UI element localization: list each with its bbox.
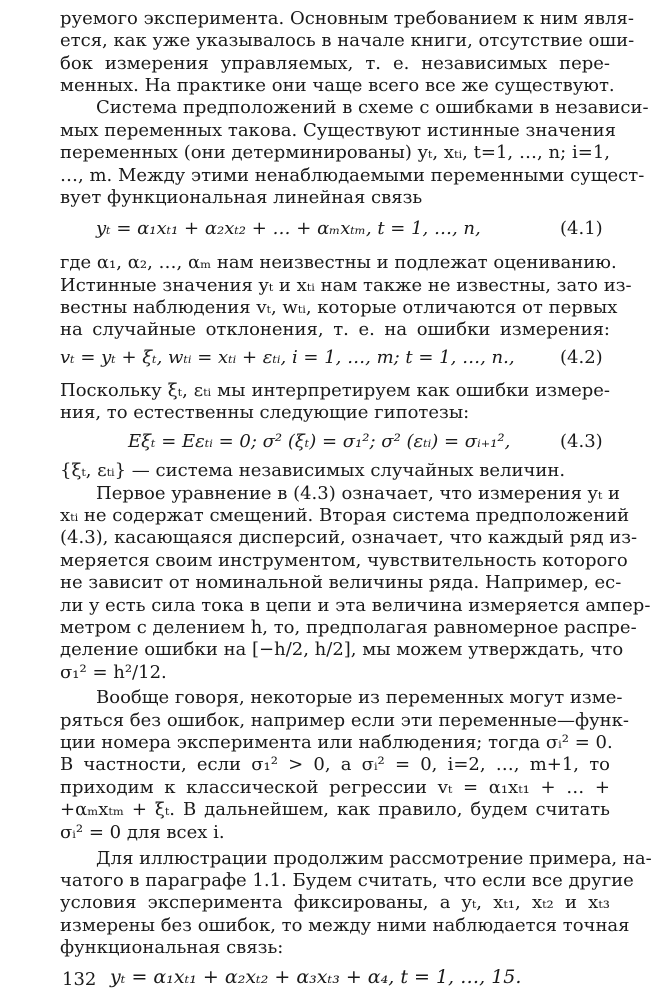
page-number: 132: [62, 969, 97, 990]
text-line: деление ошибки на [−h/2, h/2], мы можем утверждать, что: [60, 639, 624, 661]
text-line: Поскольку ξₜ, εₜᵢ мы интерпретируем как ошибки измере-: [60, 379, 610, 401]
text-line: меряется своим инструментом, чувствительность которого: [60, 549, 628, 571]
text-line: +αₘxₜₘ + ξₜ. В дальнейшем, как правило, будем считать: [60, 799, 610, 821]
text-line: не зависит от номинальной величины ряда. Например, ес-: [60, 572, 622, 594]
text-line: Вообще говоря, некоторые из переменных могут изме-: [96, 687, 623, 709]
text-line: функциональная связь:: [60, 937, 284, 959]
text-line: менных. На практике они чаще всего все же существуют.: [60, 75, 615, 97]
text-line: вестны наблюдения vₜ, wₜᵢ, которые отличаются от первых: [60, 296, 618, 318]
text-line: приходим к классической регрессии vₜ = α₁xₜ₁ + … +: [60, 776, 610, 798]
text-line: бок измерения управляемых, т. е. независимых пере-: [60, 52, 610, 74]
text-line: Система предположений в схеме с ошибками в независи-: [96, 97, 649, 119]
text-line: руемого эксперимента. Основным требованием к ним явля-: [60, 8, 634, 29]
text-line: где α₁, α₂, …, αₘ нам неизвестны и подлежат оцениванию.: [60, 252, 617, 274]
text-line: {ξₜ, εₜᵢ} — система независимых случайных величин.: [60, 460, 566, 482]
text-line: xₜᵢ не содержат смещений. Вторая система предположений: [60, 505, 630, 527]
text-line: Первое уравнение в (4.3) означает, что измерения yₜ и: [96, 482, 620, 504]
equation-final: yₜ = α₁xₜ₁ + α₂xₜ₂ + α₃xₜ₃ + α₄, t = 1, …, 15.: [110, 966, 522, 989]
text-line: измерены без ошибок, то между ними наблюдается точная: [60, 914, 630, 936]
text-line: σᵢ² = 0 для всех i.: [60, 821, 225, 843]
text-line: ции номера эксперимента или наблюдения; тогда σᵢ² = 0.: [60, 732, 613, 754]
text-line: мых переменных такова. Существуют истинные значения: [60, 119, 616, 141]
text-line: Для иллюстрации продолжим рассмотрение примера, на-: [96, 847, 652, 869]
text-line: Истинные значения yₜ и xₜᵢ нам также не известны, зато из-: [60, 274, 632, 296]
text-line: условия эксперимента фиксированы, а yₜ, xₜ₁, xₜ₂ и xₜ₃: [60, 892, 610, 914]
text-line: переменных (они детерминированы) yₜ, xₜᵢ, t=1, …, n; i=1,: [60, 142, 610, 164]
text-line: …, m. Между этими ненаблюдаемыми переменными сущест-: [60, 164, 645, 186]
equation-number: (4.3): [560, 431, 603, 453]
text-line: ния, то естественны следующие гипотезы:: [60, 401, 470, 423]
text-line: В частности, если σ₁² > 0, а σᵢ² = 0, i=2, …, m+1, то: [60, 754, 610, 776]
text-line: чатого в параграфе 1.1. Будем считать, что если все другие: [60, 869, 634, 891]
text-line: ряться без ошибок, например если эти переменные—функ-: [60, 709, 630, 731]
text-line: вует функциональная линейная связь: [60, 186, 423, 208]
equation-4-2: vₜ = yₜ + ξₜ, wₜᵢ = xₜᵢ + εₜᵢ, i = 1, …, m; t = 1, …, n.,: [60, 346, 515, 368]
text-line: (4.3), касающаяся дисперсий, означает, что каждый ряд из-: [60, 527, 638, 549]
text-line: ется, как уже указывалось в начале книги, отсутствие оши-: [60, 30, 635, 52]
equation-number: (4.1): [560, 217, 603, 239]
equation-4-1: yₜ = α₁xₜ₁ + α₂xₜ₂ + … + αₘxₜₘ, t = 1, …, n,: [96, 217, 481, 239]
text-line: на случайные отклонения, т. е. на ошибки измерения:: [60, 319, 610, 341]
text-line: метром с делением h, то, предполагая равномерное распре-: [60, 616, 637, 638]
equation-4-3: Eξₜ = Eεₜᵢ = 0; σ² (ξₜ) = σ₁²; σ² (εₜᵢ) = σᵢ₊₁²,: [128, 431, 511, 453]
text-line: ли y есть сила тока в цепи и эта величина измеряется ампер-: [60, 594, 651, 616]
text-line: σ₁² = h²/12.: [60, 661, 167, 683]
equation-number: (4.2): [560, 346, 603, 368]
